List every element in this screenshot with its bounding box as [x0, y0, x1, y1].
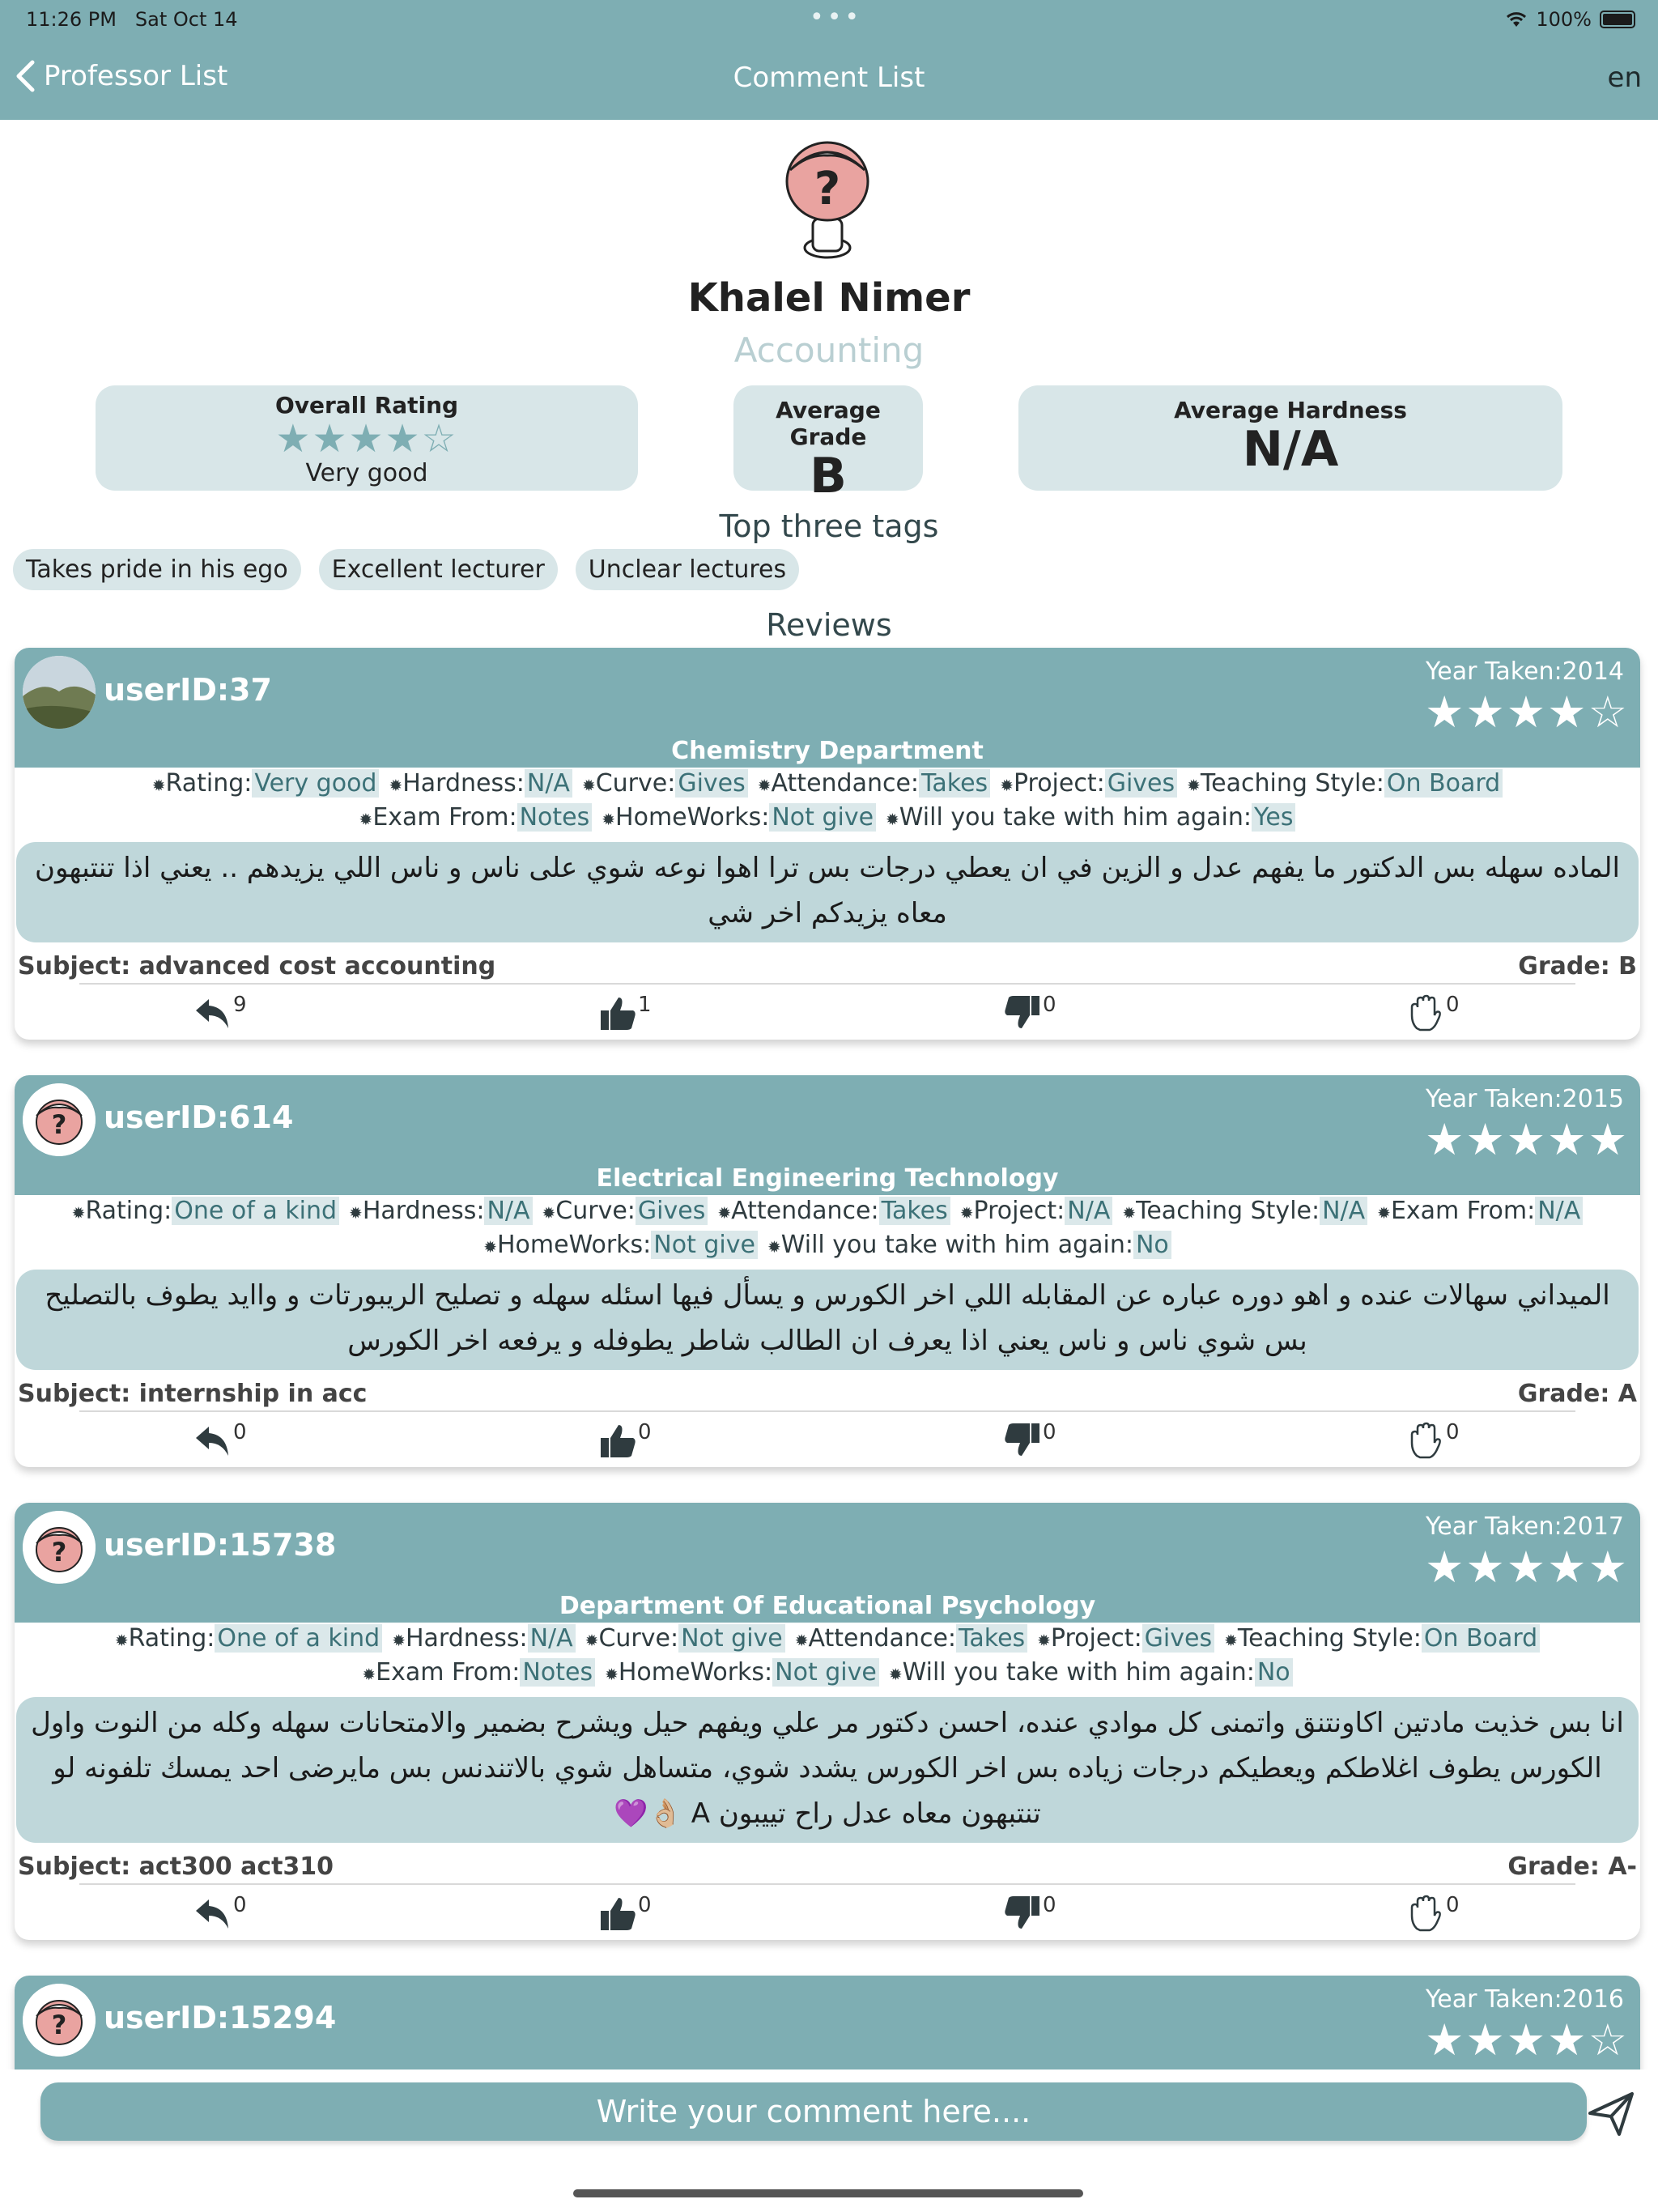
battery-icon: [1600, 11, 1635, 28]
bullet-icon: ✹: [389, 776, 403, 795]
attribute-curve: ✹Curve: Not give: [585, 1624, 785, 1653]
review-header: [15, 1503, 1640, 1623]
attribute-teaching: ✹Teaching Style: N/A: [1122, 1197, 1367, 1225]
bullet-icon: ✹: [767, 1237, 781, 1257]
status-bar: [0, 0, 1658, 39]
bullet-icon: ✹: [794, 1631, 809, 1650]
attribute-rating: ✹Rating: One of a kind: [72, 1197, 339, 1225]
bullet-icon: ✹: [392, 1631, 406, 1650]
navigation-bar: [0, 39, 1658, 120]
review-attributes: [15, 768, 1640, 836]
tag-chip[interactable]: Takes pride in his ego: [13, 549, 301, 590]
like-count: 1: [638, 993, 652, 1017]
attribute-exam: ✹Exam From: Notes: [359, 803, 593, 832]
review-year-taken: Year Taken:2014: [1425, 657, 1624, 686]
review-year-taken: Year Taken:2015: [1425, 1085, 1624, 1113]
user-avatar: [23, 656, 96, 729]
review-actions: [15, 1412, 1640, 1467]
attribute-teaching: ✹Teaching Style: On Board: [1187, 769, 1503, 798]
svg-text:?: ?: [51, 1109, 67, 1140]
review-header: [15, 648, 1640, 768]
report-count: 0: [1446, 1893, 1460, 1917]
attribute-line: [23, 768, 1632, 802]
wifi-icon: [1505, 11, 1528, 28]
review-card: [15, 1503, 1640, 1940]
svg-text:?: ?: [51, 2010, 67, 2040]
attribute-curve: ✹Curve: Gives: [582, 769, 748, 798]
thumbs-down-icon: [1002, 1420, 1043, 1466]
bullet-icon: ✹: [605, 1665, 619, 1684]
review-actions: [15, 985, 1640, 1040]
bullet-icon: ✹: [359, 810, 373, 829]
review-attributes: [15, 1623, 1640, 1691]
attribute-line: [23, 1623, 1632, 1657]
attribute-project: ✹Project: Gives: [1000, 769, 1177, 798]
reply-icon: [193, 993, 233, 1039]
bullet-icon: ✹: [1377, 1203, 1391, 1223]
overall-rating-stars: ★★★★☆: [275, 416, 458, 462]
review-user-id: userID:15294: [104, 2000, 337, 2035]
tag-chip[interactable]: Unclear lectures: [576, 549, 799, 590]
average-grade-card: [733, 385, 923, 504]
attribute-hardness: ✹Hardness: N/A: [392, 1624, 575, 1653]
home-indicator[interactable]: [573, 2189, 1083, 2197]
bullet-icon: ✹: [151, 776, 166, 795]
dislike-count: 0: [1043, 993, 1056, 1017]
reviews-title: Reviews: [766, 607, 892, 643]
report-button[interactable]: [1405, 991, 1460, 1039]
attribute-line: [23, 1229, 1632, 1263]
thumbs-up-icon: [597, 1420, 638, 1466]
reply-count: 9: [233, 993, 247, 1017]
attribute-rating: ✹Rating: One of a kind: [115, 1624, 382, 1653]
attribute-line: [23, 802, 1632, 836]
attribute-again: ✹Will you take with him again: Yes: [886, 803, 1295, 832]
bullet-icon: ✹: [1224, 1631, 1238, 1650]
bullet-icon: ✹: [886, 810, 899, 829]
review-department: Chemistry Department: [671, 737, 984, 765]
user-avatar: [23, 1984, 96, 2057]
like-count: 0: [638, 1420, 652, 1444]
hand-icon: [1405, 993, 1446, 1039]
attribute-teaching: ✹Teaching Style: On Board: [1224, 1624, 1540, 1653]
attribute-exam: ✹Exam From: N/A: [1377, 1197, 1583, 1225]
review-rating-stars: ★★★★☆: [1424, 687, 1629, 738]
bullet-icon: ✹: [71, 1203, 86, 1223]
reply-button[interactable]: [193, 1891, 247, 1939]
attribute-homeworks: ✹HomeWorks: Not give: [602, 803, 876, 832]
review-subject: Subject: advanced cost accounting: [18, 952, 496, 981]
thumbs-up-icon: [597, 1893, 638, 1939]
reply-count: 0: [233, 1893, 247, 1917]
attribute-attendance: ✹Attendance: Takes: [758, 769, 990, 798]
review-department: Department Of Educational Psychology: [559, 1592, 1096, 1620]
review-subject: Subject: act300 act310: [18, 1853, 334, 1881]
review-comment: الماده سهله بس الدكتور ما يفهم عدل و الزين في ان يعطي درجات بس ترا اهوا نوعه شوي على ناس و ناس اللي يزيدهم .. يعني اذا تنتبهون معاه يزيدكم اخر شي: [16, 842, 1639, 942]
reply-button[interactable]: [193, 1419, 247, 1466]
dislike-button[interactable]: [1002, 991, 1056, 1039]
bullet-icon: ✹: [602, 810, 616, 829]
report-button[interactable]: [1405, 1891, 1460, 1939]
review-rating-stars: ★★★★★: [1424, 1114, 1629, 1165]
professor-name: Khalel Nimer: [687, 275, 971, 321]
bullet-icon: ✹: [717, 1203, 732, 1223]
thumbs-down-icon: [1002, 993, 1043, 1039]
dislike-count: 0: [1043, 1420, 1056, 1444]
attribute-project: ✹Project: Gives: [1037, 1624, 1214, 1653]
svg-text:?: ?: [51, 1537, 67, 1568]
review-user-id: userID:15738: [104, 1527, 337, 1563]
back-label: Professor List: [44, 60, 228, 92]
bullet-icon: ✹: [1037, 1631, 1051, 1650]
bullet-icon: ✹: [581, 776, 596, 795]
bullet-icon: ✹: [1000, 776, 1014, 795]
bullet-icon: ✹: [1187, 776, 1201, 795]
bullet-icon: ✹: [585, 1631, 599, 1650]
review-year-taken: Year Taken:2017: [1425, 1512, 1624, 1541]
like-button[interactable]: [597, 991, 652, 1039]
status-right: [1505, 8, 1635, 31]
top-tags-list: [13, 549, 799, 590]
overall-rating-text: Very good: [305, 459, 428, 487]
overall-rating-card: [96, 385, 638, 491]
professor-avatar: [782, 134, 873, 261]
bullet-icon: ✹: [757, 776, 772, 795]
attribute-line: [23, 1195, 1632, 1229]
attribute-hardness: ✹Hardness: N/A: [349, 1197, 532, 1225]
professor-department: Accounting: [733, 330, 925, 370]
reply-icon: [193, 1893, 233, 1939]
report-button[interactable]: [1405, 1419, 1460, 1466]
review-user-id: userID:614: [104, 1100, 294, 1135]
bullet-icon: ✹: [1122, 1203, 1137, 1223]
attribute-attendance: ✹Attendance: Takes: [717, 1197, 950, 1225]
review-attributes: [15, 1195, 1640, 1263]
attribute-project: ✹Project: N/A: [960, 1197, 1113, 1225]
review-subject-row: [15, 1370, 1640, 1410]
review-rating-stars: ★★★★★: [1424, 1542, 1629, 1593]
bullet-icon: ✹: [483, 1237, 497, 1257]
average-hardness-label: Average Hardness: [1174, 397, 1407, 423]
reply-button[interactable]: [193, 991, 247, 1039]
like-count: 0: [638, 1893, 652, 1917]
attribute-again: ✹Will you take with him again: No: [767, 1231, 1171, 1259]
hand-icon: [1405, 1420, 1446, 1466]
review-comment: انا بس خذيت مادتين اكاونتنق واتمنى كل موادي عنده، احسن دكتور مر علي ويفهم حيل ويشرح بضمير والامتحانات سهله وكله من النوت واول الكورس يطوف اغلاطكم ويعطيكم درجات زياده بس اخر الكورس يشدد شوي، متساهل شوي بالاتندنس بس مايرضى احد يمسك تلفونه لو تنتبهون معاه عدل راح تييبون A 👌🏼💜: [16, 1697, 1639, 1843]
dislike-count: 0: [1043, 1893, 1056, 1917]
svg-text:?: ?: [814, 163, 841, 215]
report-count: 0: [1446, 993, 1460, 1017]
review-department: Electrical Engineering Technology: [596, 1164, 1059, 1193]
average-hardness-value: N/A: [1242, 421, 1339, 478]
bullet-icon: ✹: [542, 1203, 556, 1223]
attribute-curve: ✹Curve: Gives: [542, 1197, 708, 1225]
bullet-icon: ✹: [114, 1631, 129, 1650]
reply-icon: [193, 1420, 233, 1466]
status-time: 11:26 PM Sat Oct 14: [26, 8, 238, 31]
top-tags-title: Top three tags: [719, 508, 939, 544]
page-title: Comment List: [733, 62, 925, 94]
review-grade: Grade: A-: [1507, 1853, 1637, 1881]
dislike-button[interactable]: [1002, 1891, 1056, 1939]
review-user-id: userID:37: [104, 672, 272, 708]
language-button[interactable]: en: [1607, 62, 1642, 94]
send-icon[interactable]: [1587, 2089, 1635, 2138]
thumbs-down-icon: [1002, 1893, 1043, 1939]
review-actions: [15, 1885, 1640, 1940]
review-subject-row: [15, 942, 1640, 983]
attribute-exam: ✹Exam From: Notes: [362, 1658, 595, 1687]
user-avatar: [23, 1083, 96, 1156]
average-grade-value: B: [810, 448, 847, 504]
bullet-icon: ✹: [362, 1665, 376, 1684]
overall-rating-label: Overall Rating: [274, 392, 459, 419]
review-rating-stars: ★★★★☆: [1424, 2014, 1629, 2065]
battery-percent: 100%: [1536, 8, 1592, 31]
review-grade: Grade: A: [1517, 1380, 1637, 1408]
thumbs-up-icon: [597, 993, 638, 1039]
attribute-hardness: ✹Hardness: N/A: [389, 769, 572, 798]
bullet-icon: ✹: [888, 1665, 903, 1684]
tag-chip[interactable]: Excellent lecturer: [319, 549, 558, 590]
like-button[interactable]: [597, 1891, 652, 1939]
attribute-rating: ✹Rating: Very good: [152, 769, 380, 798]
review-subject: Subject: internship in acc: [18, 1380, 368, 1408]
user-avatar: [23, 1511, 96, 1584]
review-grade: Grade: B: [1518, 952, 1637, 981]
bullet-icon: ✹: [349, 1203, 363, 1223]
review-comment: الميداني سهالات عنده و اهو دوره عباره عن المقابله اللي اخر الكورس و يسأل فيها اسئله سهله و تصليح الريبورتات و واايد يطوف بالتصليح بس شوي ناس و ناس يعني اذا يعرف ان الطالب شاطر يطوفله و يرفعه اخر الكورس: [16, 1270, 1639, 1370]
dislike-button[interactable]: [1002, 1419, 1056, 1466]
attribute-attendance: ✹Attendance: Takes: [795, 1624, 1027, 1653]
attribute-line: [23, 1657, 1632, 1691]
attribute-homeworks: ✹HomeWorks: Not give: [483, 1231, 758, 1259]
review-subject-row: [15, 1843, 1640, 1883]
reply-count: 0: [233, 1420, 247, 1444]
review-card: [15, 648, 1640, 1040]
average-grade-label: Average Grade: [776, 397, 881, 450]
comment-input[interactable]: Write your comment here....: [40, 2082, 1587, 2141]
review-year-taken: Year Taken:2016: [1425, 1985, 1624, 2014]
bullet-icon: ✹: [959, 1203, 974, 1223]
review-card: [15, 1075, 1640, 1467]
multitasking-dots-icon[interactable]: •••: [810, 3, 863, 32]
report-count: 0: [1446, 1420, 1460, 1444]
review-header: [15, 1075, 1640, 1195]
average-hardness-card: [1018, 385, 1562, 491]
like-button[interactable]: [597, 1419, 652, 1466]
attribute-again: ✹Will you take with him again: No: [889, 1658, 1293, 1687]
attribute-homeworks: ✹HomeWorks: Not give: [605, 1658, 879, 1687]
hand-icon: [1405, 1893, 1446, 1939]
